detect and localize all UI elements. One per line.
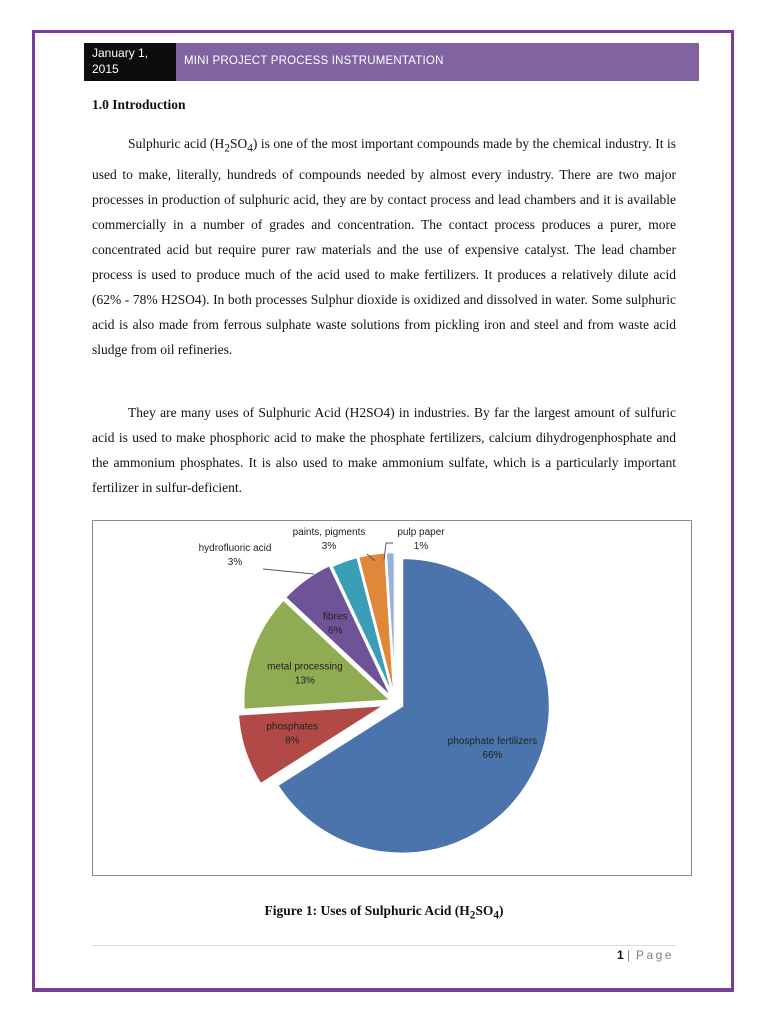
header-date-line1: January 1, bbox=[92, 46, 149, 60]
pie-chart bbox=[93, 521, 691, 875]
slice-label-fibres: fibres bbox=[323, 611, 348, 623]
header-date bbox=[84, 43, 176, 81]
paragraph-intro-mid: SO bbox=[229, 136, 248, 151]
page-word: Page bbox=[635, 948, 674, 962]
slice-value-phosphates: 8% bbox=[284, 735, 300, 747]
paragraph-uses bbox=[92, 400, 676, 500]
paragraph-intro bbox=[92, 131, 676, 362]
slice-value-phosphate-fertilizers: 66% bbox=[482, 750, 503, 762]
figure-caption bbox=[0, 903, 768, 922]
header-title: MINI PROJECT PROCESS INSTRUMENTATION bbox=[176, 43, 699, 81]
callout-line-hydrofluoric-acid bbox=[263, 569, 314, 574]
caption-pre: Figure 1: Uses of Sulphuric Acid (H bbox=[264, 903, 470, 918]
paragraph-intro-post: ) is one of the most important compounds made by the chemical industry. It is used to make, literally, hundreds of compounds needed by almost every industry. There are two major processes in production of sulphuric acid, they are by contact process and lead chambers and it is available commercially in a number of grades and concentration. The contact process produces a purer, more concentrated acid but require purer raw materials and the use of expensive catalyst. The lead chamber process is used to produce much of the acid used to make fertilizers. It produces a relatively dilute acid (62% - 78% H2SO4). In both processes Sulphur dioxide is oxidized and dissolved in water. Some sulphuric acid is also made from ferrous sulphate waste solutions from pickling iron and steel and from waste acid sludge from oil refineries. bbox=[92, 136, 677, 357]
slice-label-metal-processing: metal processing bbox=[267, 661, 343, 673]
footer-divider bbox=[92, 945, 676, 946]
paragraph-intro-pre: Sulphuric acid (H bbox=[128, 136, 225, 151]
slice-label-phosphates: phosphates bbox=[266, 721, 319, 733]
caption-mid: SO bbox=[475, 903, 494, 918]
page-separator: | bbox=[627, 948, 633, 962]
header-date-line2: 2015 bbox=[92, 62, 119, 76]
slice-value-fibres: 6% bbox=[328, 625, 343, 637]
page-footer bbox=[617, 948, 674, 962]
caption-post: ) bbox=[499, 903, 504, 918]
subscript-4: 4 bbox=[247, 142, 253, 155]
slice-label-hydrofluoric-acid: hydrofluoric acid bbox=[198, 543, 272, 554]
slice-value-hydrofluoric-acid: 3% bbox=[227, 557, 243, 568]
slice-label-phosphate-fertilizers: phosphate fertilizers bbox=[447, 736, 538, 748]
slice-label-paints-pigments: paints, pigments bbox=[292, 527, 366, 538]
caption-subscript-2: 2 bbox=[469, 909, 476, 922]
section-heading: 1.0 Introduction bbox=[92, 97, 186, 112]
subscript-2: 2 bbox=[224, 142, 230, 155]
slice-value-pulp-paper: 1% bbox=[413, 541, 429, 552]
caption-subscript-4: 4 bbox=[493, 909, 500, 922]
slice-value-metal-processing: 13% bbox=[294, 675, 315, 687]
pie-chart-frame bbox=[92, 520, 692, 876]
slice-label-pulp-paper: pulp paper bbox=[397, 527, 445, 538]
slice-value-paints-pigments: 3% bbox=[321, 541, 337, 552]
paragraph-uses-text: They are many uses of Sulphuric Acid (H2SO4) in industries. By far the largest amount of sulfuric acid is used to make phosphoric acid to make the phosphate fertilizers, calcium dihydrogenphosphate and the ammonium phosphates. It is also used to make ammonium sulfate, which is a particularly important fertilizer in sulfur-deficient. bbox=[92, 405, 676, 495]
page-number: 1 bbox=[616, 948, 624, 962]
